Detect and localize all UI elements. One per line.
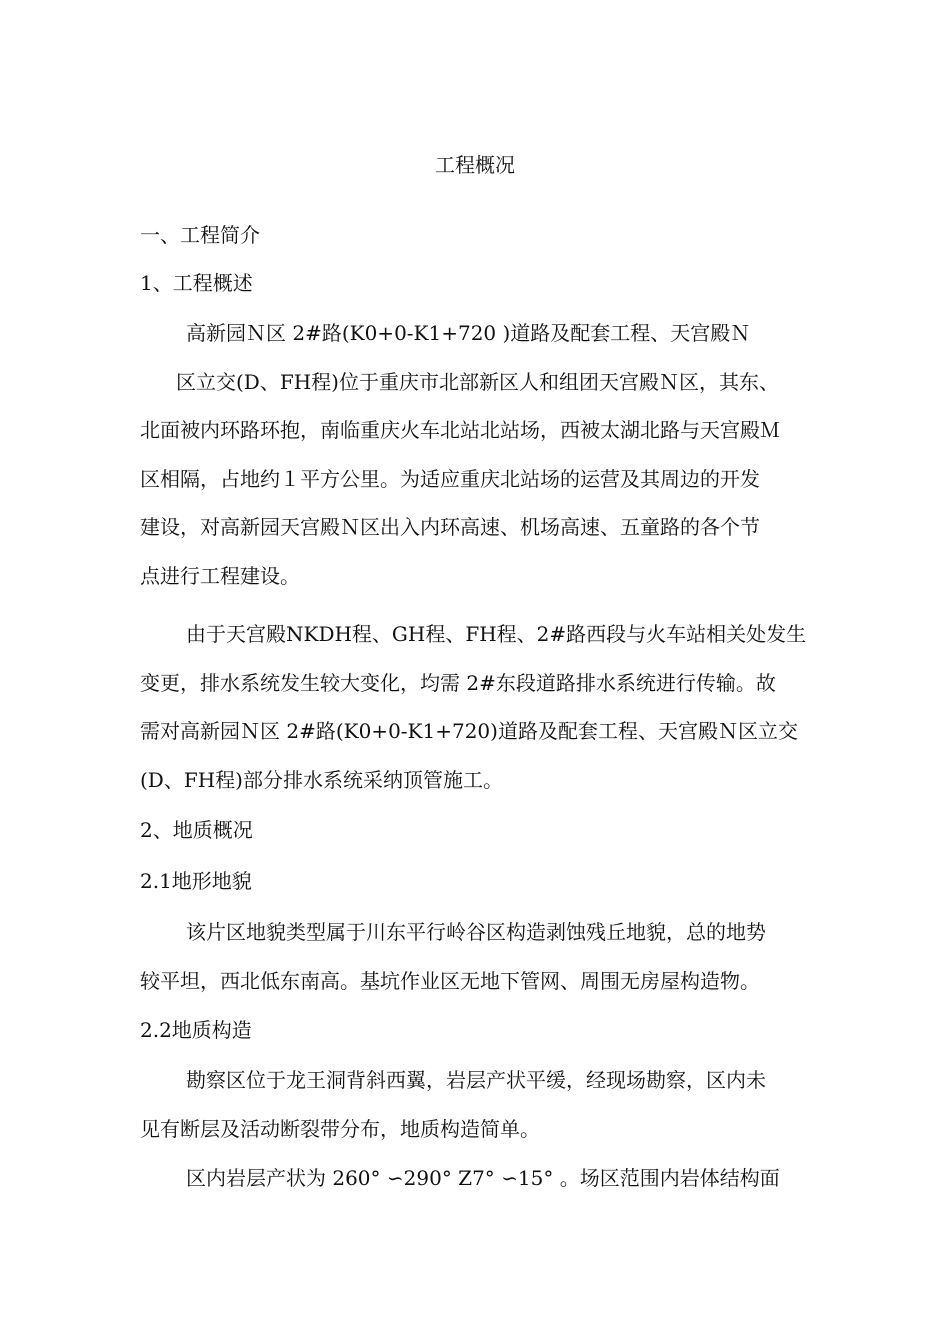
paragraph-geology-structure [140, 1056, 820, 1153]
paragraph-project-overview [140, 309, 820, 600]
paragraph-line: 区立交(D、FH程)位于重庆市北部新区人和组团天宫殿Ｎ区，其东、 [176, 369, 779, 394]
paragraph-line: 需对高新园Ｎ区 2#路(K0+0-K1+720)道路及配套工程、天宫殿Ｎ区立交 [140, 719, 798, 743]
subsection-heading-2-2: 2.2地质构造 [140, 1018, 252, 1042]
paragraph-line: 区内岩层产状为 260° ∽290° Z7° ∽15° 。场区范围内岩体结构面 [186, 1166, 780, 1190]
paragraph-line: 该片区地貌类型属于川东平行岭谷区构造剥蚀残丘地貌，总的地势 [186, 920, 766, 944]
paragraph-line: 高新园Ｎ区 2#路(K0+0-K1+720 )道路及配套工程、天宫殿Ｎ [186, 321, 751, 345]
paragraph-line: 由于天宫殿NKDH程、GH程、FH程、2#路西段与火车站相关处发生 [186, 622, 807, 646]
paragraph-line: 北面被内环路环抱，南临重庆火车北站北站场，西被太湖北路与天宫殿Ｍ [140, 418, 780, 442]
paragraph-line: 点进行工程建设。 [140, 563, 300, 588]
paragraph-line: 区相隔，占地约１平方公里。为适应重庆北站场的运营及其周边的开发 [140, 466, 760, 491]
paragraph-line: 勘察区位于龙王洞背斜西翼，岩层产状平缓，经现场勘察，区内未 [186, 1068, 766, 1092]
paragraph-line: 较平坦，西北低东南高。基坑作业区无地下管网、周围无房屋构造物。 [140, 968, 760, 993]
page-title: 工程概况 [435, 153, 515, 177]
paragraph-line: 变更，排水系统发生较大变化，均需 2#东段道路排水系统进行传输。故 [140, 670, 776, 695]
paragraph-line: 见有断层及活动断裂带分布，地质构造简单。 [140, 1116, 540, 1141]
paragraph-drainage-change [140, 610, 820, 804]
subsection-heading-1-1: 1、工程概述 [140, 271, 253, 295]
paragraph-line: (D、FH程)部分排水系统采纳顶管施工。 [140, 767, 503, 792]
subsection-heading-2-1: 2.1地形地貌 [140, 869, 252, 893]
section-heading-2: 2、地质概况 [140, 818, 253, 842]
section-heading-1: 一、工程简介 [140, 223, 260, 247]
paragraph-line: 建设，对高新园天宫殿Ｎ区出入内环高速、机场高速、五童路的各个节 [140, 515, 760, 539]
paragraph-rock-attitude [140, 1154, 820, 1203]
paragraph-topography [140, 908, 820, 1005]
